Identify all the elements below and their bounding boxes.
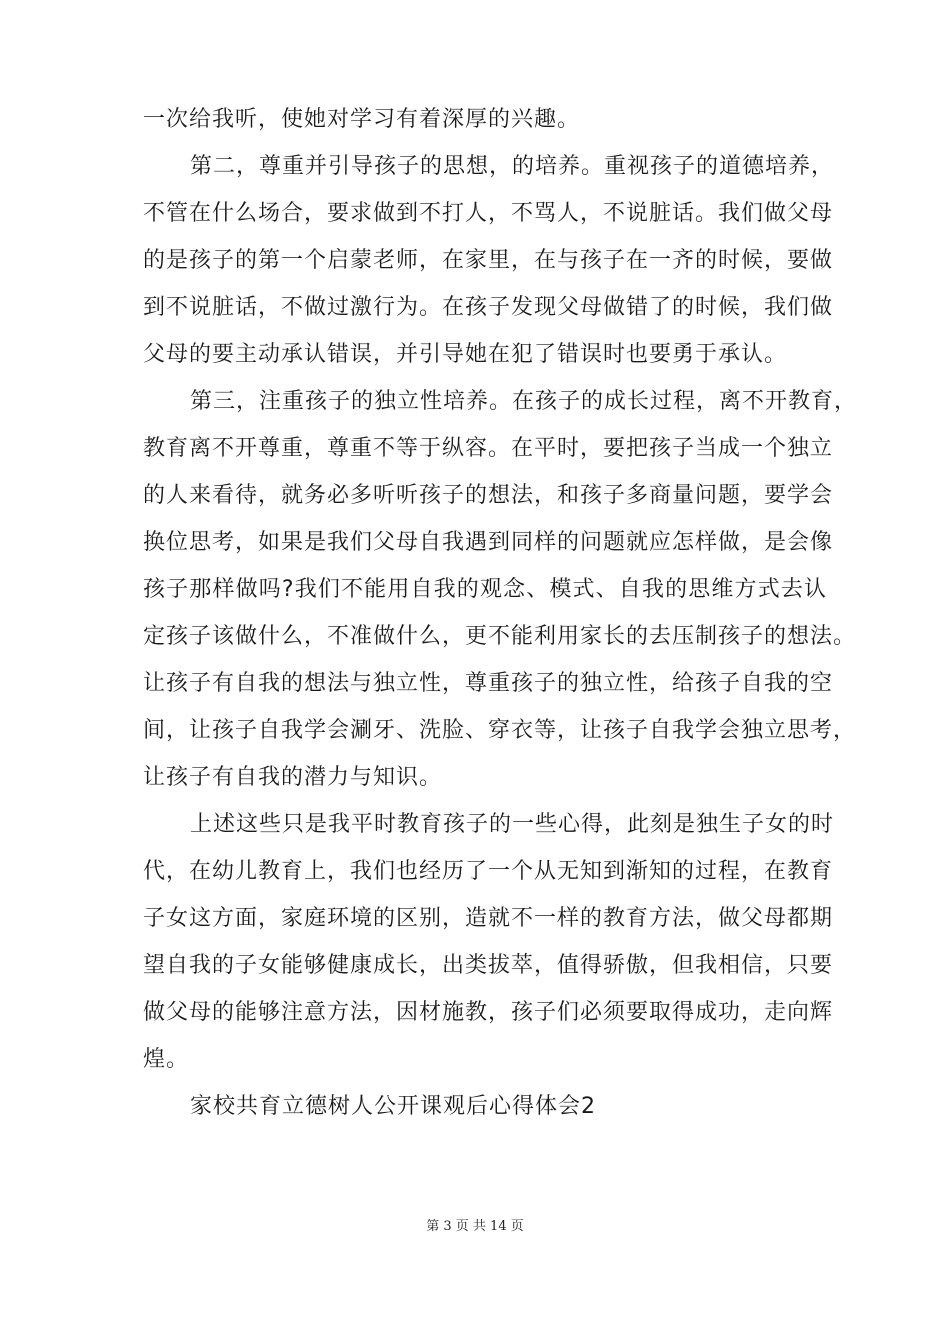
- page-number-footer: 第 3 页 共 14 页: [426, 1219, 524, 1234]
- text-line: 上述这些只是我平时教育孩子的一些心得，此刻是独生子女的时: [190, 812, 835, 837]
- text-line: 定孩子该做什么，不准做什么，更不能利用家长的去压制孩子的想法。: [143, 624, 857, 649]
- text-line: 让孩子有自我的想法与独立性，尊重孩子的独立性，给孩子自我的空: [143, 671, 834, 696]
- text-line: 煌。: [143, 1047, 190, 1072]
- text-line: 不管在什么场合，要求做到不打人，不骂人，不说脏话。我们做父母: [143, 201, 834, 226]
- text-line: 间，让孩子自我学会涮牙、洗脸、穿衣等，让孩子自我学会独立思考，: [143, 718, 857, 743]
- paragraph: [143, 143, 835, 378]
- text-line: 第二，尊重并引导孩子的思想，的培养。重视孩子的道德培养，: [190, 154, 835, 179]
- text-line: 代，在幼儿教育上，我们也经历了一个从无知到渐知的过程，在教育: [143, 859, 834, 884]
- section-heading: [143, 1083, 827, 1130]
- text-line: 父母的要主动承认错误，并引导她在犯了错误时也要勇于承认。: [143, 342, 788, 367]
- text-line: 的是孩子的第一个启蒙老师，在家里，在与孩子在一齐的时候，要做: [143, 248, 834, 273]
- text-line: 一次给我听，使她对学习有着深厚的兴趣。: [143, 107, 581, 132]
- text-line: 家校共育立德树人公开课观后心得体会2: [190, 1094, 596, 1119]
- paragraph: [143, 801, 835, 1083]
- document-body: [143, 96, 858, 1130]
- text-line: 的人来看待，就务必多听听孩子的想法，和孩子多商量问题，要学会: [143, 483, 834, 508]
- text-line: 子女这方面，家庭环境的区别，造就不一样的教育方法，做父母都期: [143, 906, 834, 931]
- text-line: 孩子那样做吗?我们不能用自我的观念、模式、自我的思维方式去认: [143, 577, 827, 602]
- paragraph: [143, 378, 858, 801]
- text-line: 第三，注重孩子的独立性培养。在孩子的成长过程，离不开教育，: [190, 389, 858, 414]
- text-line: 做父母的能够注意方法，因材施教，孩子们必须要取得成功，走向辉: [143, 1000, 834, 1025]
- text-line: 教育离不开尊重，尊重不等于纵容。在平时，要把孩子当成一个独立: [143, 436, 834, 461]
- text-line: 望自我的子女能够健康成长，出类拔萃，值得骄傲，但我相信，只要: [143, 953, 834, 978]
- text-line: 换位思考，如果是我们父母自我遇到同样的问题就应怎样做，是会像: [143, 530, 834, 555]
- paragraph: [143, 96, 827, 143]
- text-line: 让孩子有自我的潜力与知识。: [143, 765, 443, 790]
- text-line: 到不说脏话，不做过激行为。在孩子发现父母做错了的时候，我们做: [143, 295, 834, 320]
